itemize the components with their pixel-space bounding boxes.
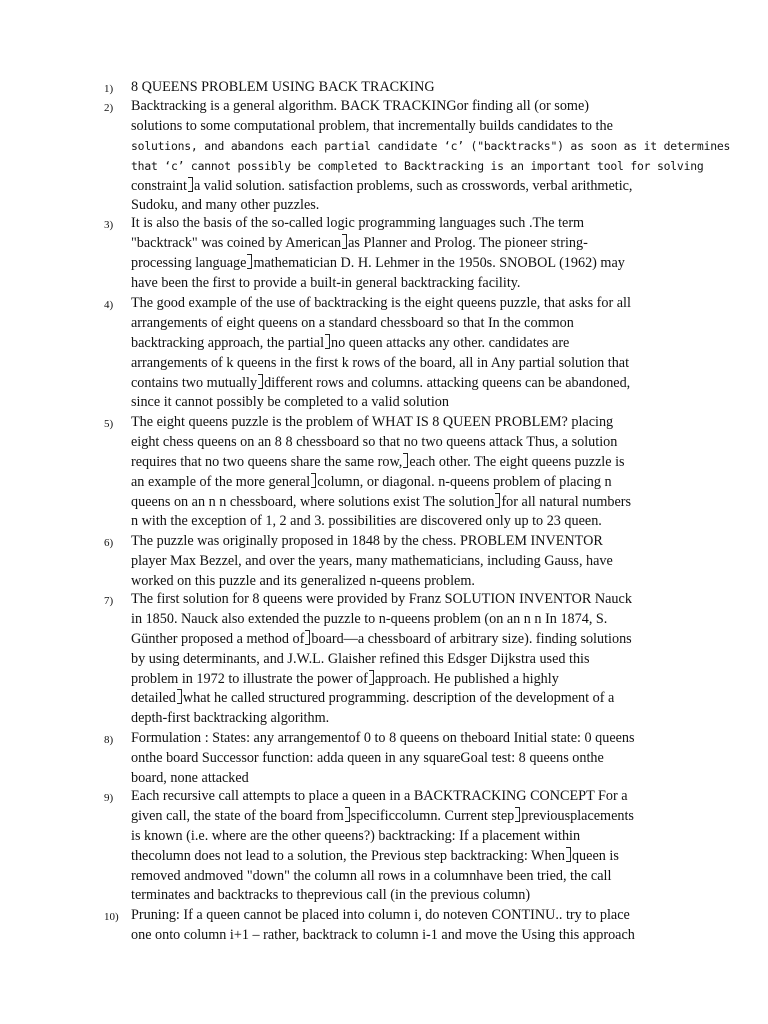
text-line: Formulation : States: any arrangementof 0 to 8 queens on theboard Initial state: 0 queens xyxy=(131,730,635,746)
bracket-mark-icon xyxy=(247,254,252,269)
item-number: 7) xyxy=(104,595,114,607)
text-line: Backtracking is a general algorithm. BACK TRACKINGor finding all (or some) xyxy=(131,98,589,114)
text-fragment: specificcolumn. Current step xyxy=(350,807,515,824)
text-fragment: contains two mutually xyxy=(131,374,258,391)
text-fragment: problem in 1972 to illustrate the power of xyxy=(131,670,368,687)
text-line xyxy=(131,157,761,177)
item-number: 3) xyxy=(104,219,114,231)
text-fragment: a valid solution. satisfaction problems, such as crosswords, verbal arithmetic, xyxy=(193,177,633,194)
text-fragment: that ‘c’ cannot possibly be completed to Backtracking is an important tool for solving xyxy=(131,158,704,173)
text-fragment: approach. He published a highly xyxy=(374,670,559,687)
text-fragment: Günther proposed a method of xyxy=(131,630,305,647)
item-text xyxy=(131,532,761,592)
text-line xyxy=(131,254,761,274)
item-text xyxy=(131,97,761,216)
item-text xyxy=(131,214,761,294)
bracket-mark-icon xyxy=(305,630,310,645)
text-fragment: backtracking approach, the partial xyxy=(131,334,325,351)
text-line: worked on this puzzle and its generalized n-queens problem. xyxy=(131,572,475,589)
bracket-mark-icon xyxy=(345,807,350,822)
text-fragment: processing language xyxy=(131,254,247,271)
text-fragment: given call, the state of the board from xyxy=(131,807,344,824)
bracket-mark-icon xyxy=(515,807,520,822)
text-line: in 1850. Nauck also extended the puzzle to n-queens problem (on an n n In 1874, S. xyxy=(131,610,608,627)
text-line: eight chess queens on an 8 8 chessboard so that no two queens attack Thus, a solution xyxy=(131,433,618,450)
text-line: solutions, and abandons each partial candidate ‘c’ ("backtracks") as soon as it determines xyxy=(131,138,731,153)
bracket-mark-icon xyxy=(403,453,408,468)
text-line: arrangements of k queens in the first k rows of the board, all in Any partial solution that xyxy=(131,354,630,371)
item-text xyxy=(131,729,761,789)
bracket-mark-icon xyxy=(342,234,347,249)
text-line: board, none attacked xyxy=(131,769,249,786)
text-line: The puzzle was originally proposed in 1848 by the chess. PROBLEM INVENTOR xyxy=(131,533,603,549)
text-line xyxy=(131,374,761,394)
text-line: by using determinants, and J.W.L. Glaisher refined this Edsger Dijkstra used this xyxy=(131,650,590,667)
text-fragment: an example of the more general xyxy=(131,473,311,490)
bracket-mark-icon xyxy=(311,473,316,488)
text-fragment: for all natural numbers xyxy=(501,493,632,510)
item-number: 4) xyxy=(104,299,114,311)
text-line: have been the first to provide a built-in general backtracking facility. xyxy=(131,274,521,291)
text-fragment: queen is xyxy=(571,847,619,864)
text-line xyxy=(131,493,761,513)
text-line: depth-first backtracking algorithm. xyxy=(131,710,330,727)
bracket-mark-icon xyxy=(566,847,571,862)
text-line: removed andmoved "down" the column all rows in a columnhave been tried, the call xyxy=(131,867,612,884)
text-fragment: different rows and columns. attacking queens can be abandoned, xyxy=(264,374,631,391)
item-number: 9) xyxy=(104,792,114,804)
item-text xyxy=(131,906,761,946)
bracket-mark-icon xyxy=(325,334,330,349)
text-line xyxy=(131,807,761,827)
item-text xyxy=(131,294,761,413)
item-text xyxy=(131,590,761,729)
text-line: Pruning: If a queen cannot be placed into column i, do noteven CONTINU.. try to place xyxy=(131,907,630,923)
text-line: The eight queens puzzle is the problem of WHAT IS 8 QUEEN PROBLEM? placing xyxy=(131,414,614,430)
text-line: The good example of the use of backtracking is the eight queens puzzle, that asks for all xyxy=(131,295,631,311)
text-line xyxy=(131,473,761,493)
item-text xyxy=(131,413,761,532)
text-fragment: queens on an n n chessboard, where solutions exist The solution xyxy=(131,493,495,510)
text-fragment: each other. The eight queens puzzle is xyxy=(409,453,625,470)
bracket-mark-icon xyxy=(258,374,263,389)
item-text xyxy=(131,787,761,906)
text-line: Each recursive call attempts to place a queen in a BACKTRACKING CONCEPT For a xyxy=(131,788,628,804)
item-number: 1) xyxy=(104,83,114,95)
item-number: 8) xyxy=(104,734,114,746)
text-line xyxy=(131,177,761,197)
text-line: since it cannot possibly be completed to a valid solution xyxy=(131,394,449,411)
text-line: arrangements of eight queens on a standard chessboard so that In the common xyxy=(131,314,574,331)
text-line: onthe board Successor function: adda queen in any squareGoal test: 8 queens onthe xyxy=(131,749,604,766)
text-fragment: detailed xyxy=(131,690,176,707)
bracket-mark-icon xyxy=(188,177,193,192)
text-line xyxy=(131,670,761,690)
text-fragment: thecolumn does not lead to a solution, the Previous step backtracking: When xyxy=(131,847,565,864)
text-line xyxy=(131,847,761,867)
text-fragment: what he called structured programming. description of the development of a xyxy=(182,690,615,707)
text-line: The first solution for 8 queens were provided by Franz SOLUTION INVENTOR Nauck xyxy=(131,591,632,607)
text-fragment: mathematician D. H. Lehmer in the 1950s. SNOBOL (1962) may xyxy=(253,254,625,271)
item-number: 2) xyxy=(104,102,114,114)
text-line: 8 QUEENS PROBLEM USING BACK TRACKING xyxy=(131,79,435,95)
item-number: 10) xyxy=(104,911,119,923)
text-fragment: requires that no two queens share the same row, xyxy=(131,453,403,470)
bracket-mark-icon xyxy=(495,493,500,508)
text-fragment: board—a chessboard of arbitrary size). finding solutions xyxy=(311,630,632,647)
text-fragment: column, or diagonal. n-queens problem of placing n xyxy=(317,473,612,490)
text-fragment: "backtrack" was coined by American xyxy=(131,234,342,251)
text-line: n with the exception of 1, 2 and 3. possibilities are discovered only up to 23 queen. xyxy=(131,513,602,530)
text-line: terminates and backtracks to theprevious call (in the previous column) xyxy=(131,887,531,904)
text-line xyxy=(131,334,761,354)
text-fragment: as Planner and Prolog. The pioneer string- xyxy=(348,234,588,251)
text-fragment: previousplacements xyxy=(521,807,634,824)
item-number: 5) xyxy=(104,418,114,430)
text-line: Sudoku, and many other puzzles. xyxy=(131,197,320,214)
bracket-mark-icon xyxy=(369,670,374,685)
text-line xyxy=(131,689,761,709)
text-line: player Max Bezzel, and over the years, many mathematicians, including Gauss, have xyxy=(131,552,613,569)
text-line: is known (i.e. where are the other queens?) backtracking: If a placement within xyxy=(131,827,581,844)
text-line: solutions to some computational problem, that incrementally builds candidates to the xyxy=(131,117,613,134)
item-number: 6) xyxy=(104,537,114,549)
text-line xyxy=(131,453,761,473)
text-fragment: no queen attacks any other. candidates are xyxy=(331,334,570,351)
text-line: one onto column i+1 – rather, backtrack to column i-1 and move the Using this approach xyxy=(131,926,635,943)
text-line: It is also the basis of the so-called logic programming languages such .The term xyxy=(131,215,585,231)
text-line xyxy=(131,630,761,650)
bracket-mark-icon xyxy=(177,689,182,704)
item-text xyxy=(131,78,761,98)
text-fragment: constraint xyxy=(131,177,187,194)
text-line xyxy=(131,234,761,254)
